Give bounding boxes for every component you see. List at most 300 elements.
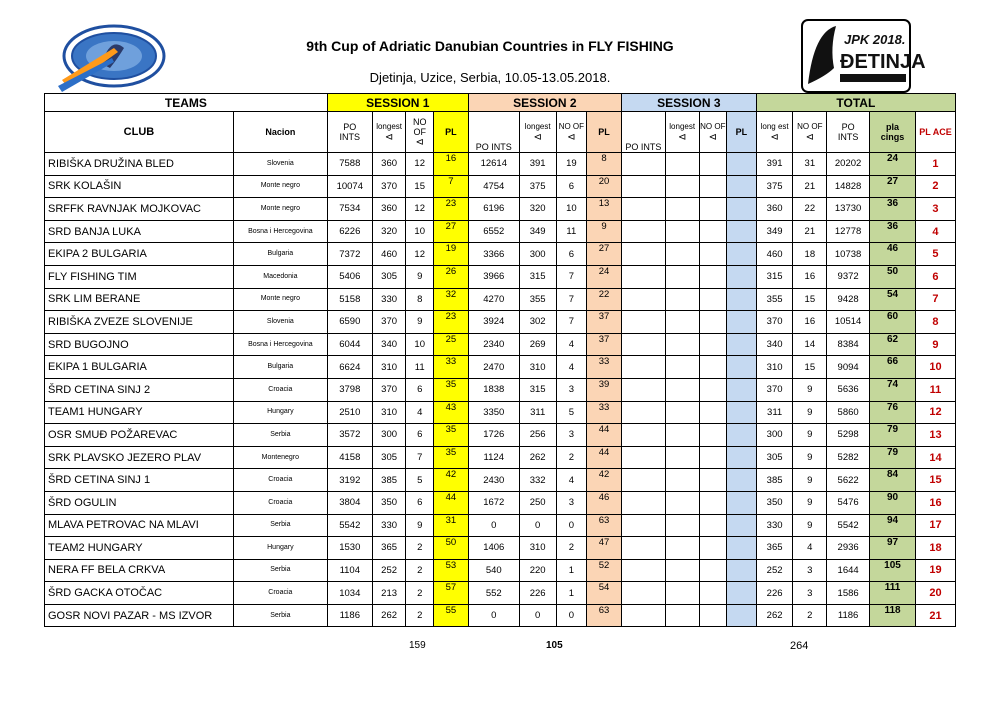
placings-cell: 97 [870, 537, 916, 560]
s1-longest-cell: 262 [372, 604, 406, 627]
total-points-cell: 9372 [827, 265, 870, 288]
s2-points-cell: 4754 [468, 175, 519, 198]
total-longest-cell: 355 [756, 288, 793, 311]
club-cell: SRD BUGOJNO [45, 333, 234, 356]
total-longest-cell: 391 [756, 153, 793, 176]
s2-count-cell: 6 [556, 243, 587, 266]
nation-cell: Serbia [233, 559, 327, 582]
s2-points-cell: 2430 [468, 469, 519, 492]
s3-count-cell [699, 514, 727, 537]
s2-placing-cell: 9 [587, 220, 622, 243]
table-row [45, 265, 956, 288]
total-longest-cell: 262 [756, 604, 793, 627]
s3-placing-cell [727, 288, 757, 311]
s3-points-cell [621, 559, 665, 582]
header-s2-longest: longest ⊲ [519, 112, 556, 153]
s3-points-cell [621, 604, 665, 627]
total-count-cell: 9 [793, 378, 827, 401]
total-count-cell: 16 [793, 311, 827, 334]
s3-points-cell [621, 220, 665, 243]
s2-count-cell: 4 [556, 333, 587, 356]
total-points-cell: 5542 [827, 514, 870, 537]
s2-points-cell: 3366 [468, 243, 519, 266]
s1-longest-cell: 320 [372, 220, 406, 243]
s3-points-cell [621, 446, 665, 469]
s3-count-cell [699, 469, 727, 492]
s2-points-cell: 0 [468, 604, 519, 627]
nation-cell: Serbia [233, 424, 327, 447]
s3-count-cell [699, 446, 727, 469]
club-cell: SRK PLAVSKO JEZERO PLAV [45, 446, 234, 469]
s1-placing-cell: 7 [434, 175, 469, 198]
place-cell: 3 [915, 198, 955, 221]
total-points-cell: 10738 [827, 243, 870, 266]
s1-longest-cell: 370 [372, 175, 406, 198]
total-count-cell: 9 [793, 491, 827, 514]
table-row [45, 288, 956, 311]
s3-placing-cell [727, 333, 757, 356]
fish-icon: ⊲ [770, 132, 779, 143]
s1-points-cell: 3192 [327, 469, 372, 492]
header-placings: pla cings [870, 112, 916, 153]
s1-count-cell: 2 [406, 604, 434, 627]
header-nacion: Nacion [233, 112, 327, 153]
s2-points-cell: 1124 [468, 446, 519, 469]
total-longest-cell: 300 [756, 424, 793, 447]
s1-points-cell: 5542 [327, 514, 372, 537]
total-count-cell: 9 [793, 401, 827, 424]
s3-points-cell [621, 491, 665, 514]
s2-longest-cell: 250 [519, 491, 556, 514]
s3-placing-cell [727, 311, 757, 334]
table-row [45, 243, 956, 266]
s2-placing-cell: 37 [587, 311, 622, 334]
s2-points-cell: 6196 [468, 198, 519, 221]
s2-longest-cell: 0 [519, 514, 556, 537]
fish-icon: ⊲ [567, 132, 576, 143]
nation-cell: Bosna i Hercegovina [233, 220, 327, 243]
s2-longest-cell: 375 [519, 175, 556, 198]
table-row [45, 582, 956, 605]
nation-cell: Bosna i Hercegovina [233, 333, 327, 356]
s1-placing-cell: 43 [434, 401, 469, 424]
total-points-cell: 1644 [827, 559, 870, 582]
table-row [45, 153, 956, 176]
table-row [45, 356, 956, 379]
s3-count-cell [699, 582, 727, 605]
s1-points-cell: 4158 [327, 446, 372, 469]
header-s3-longest: longest ⊲ [665, 112, 699, 153]
club-cell: TEAM2 HUNGARY [45, 537, 234, 560]
s1-placing-cell: 33 [434, 356, 469, 379]
placings-cell: 76 [870, 401, 916, 424]
total-points-cell: 5282 [827, 446, 870, 469]
total-points-cell: 2936 [827, 537, 870, 560]
club-cell: SRK LIM BERANE [45, 288, 234, 311]
s2-count-cell: 3 [556, 378, 587, 401]
s1-points-cell: 7372 [327, 243, 372, 266]
header-session2: SESSION 2 [468, 94, 621, 112]
s2-longest-cell: 300 [519, 243, 556, 266]
total-points-cell: 9428 [827, 288, 870, 311]
table-row [45, 469, 956, 492]
s2-points-cell: 4270 [468, 288, 519, 311]
total-longest-cell: 305 [756, 446, 793, 469]
club-cell: ŠRD OGULIN [45, 491, 234, 514]
total-count-cell: 15 [793, 288, 827, 311]
club-cell: ŠRD GACKA OTOČAC [45, 582, 234, 605]
table-row [45, 514, 956, 537]
header-place: PL ACE [915, 112, 955, 153]
s2-points-cell: 1726 [468, 424, 519, 447]
s1-count-cell: 8 [406, 288, 434, 311]
s2-placing-cell: 39 [587, 378, 622, 401]
placings-cell: 36 [870, 198, 916, 221]
s1-longest-cell: 305 [372, 265, 406, 288]
event-logo [800, 18, 926, 94]
s2-placing-cell: 63 [587, 604, 622, 627]
s1-points-cell: 3572 [327, 424, 372, 447]
placings-cell: 84 [870, 469, 916, 492]
s2-count-cell: 7 [556, 265, 587, 288]
nation-cell: Hungary [233, 401, 327, 424]
session1-total-count: 159 [409, 640, 426, 651]
nation-cell: Monte negro [233, 175, 327, 198]
total-count-cell: 3 [793, 559, 827, 582]
table-row [45, 446, 956, 469]
header-s3-no-of: NO OF ⊲ [699, 112, 727, 153]
s3-count-cell [699, 243, 727, 266]
s3-count-cell [699, 288, 727, 311]
club-cell: FLY FISHING TIM [45, 265, 234, 288]
header-session1: SESSION 1 [327, 94, 468, 112]
place-cell: 9 [915, 333, 955, 356]
header-s2-pl: PL [587, 112, 622, 153]
s2-placing-cell: 44 [587, 446, 622, 469]
s2-count-cell: 1 [556, 582, 587, 605]
s1-placing-cell: 32 [434, 288, 469, 311]
s1-placing-cell: 23 [434, 311, 469, 334]
s2-longest-cell: 349 [519, 220, 556, 243]
club-cell: OSR SMUĐ POŽAREVAC [45, 424, 234, 447]
s1-count-cell: 2 [406, 559, 434, 582]
s3-placing-cell [727, 424, 757, 447]
s1-placing-cell: 25 [434, 333, 469, 356]
table-row [45, 378, 956, 401]
total-points-cell: 20202 [827, 153, 870, 176]
s3-placing-cell [727, 378, 757, 401]
s1-placing-cell: 35 [434, 424, 469, 447]
s2-points-cell: 2470 [468, 356, 519, 379]
club-cell: EKIPA 2 BULGARIA [45, 243, 234, 266]
s1-points-cell: 2510 [327, 401, 372, 424]
total-points-cell: 9094 [827, 356, 870, 379]
total-points-cell: 13730 [827, 198, 870, 221]
s3-points-cell [621, 198, 665, 221]
s2-points-cell: 2340 [468, 333, 519, 356]
s3-placing-cell [727, 401, 757, 424]
s1-points-cell: 7588 [327, 153, 372, 176]
s1-longest-cell: 370 [372, 311, 406, 334]
grand-total-count: 264 [790, 640, 809, 652]
placings-cell: 74 [870, 378, 916, 401]
total-longest-cell: 340 [756, 333, 793, 356]
s2-placing-cell: 24 [587, 265, 622, 288]
nation-cell: Monte negro [233, 288, 327, 311]
s1-longest-cell: 305 [372, 446, 406, 469]
place-cell: 14 [915, 446, 955, 469]
s1-count-cell: 7 [406, 446, 434, 469]
s1-count-cell: 9 [406, 311, 434, 334]
place-cell: 6 [915, 265, 955, 288]
s2-placing-cell: 44 [587, 424, 622, 447]
nation-cell: Serbia [233, 604, 327, 627]
total-points-cell: 1586 [827, 582, 870, 605]
s2-count-cell: 11 [556, 220, 587, 243]
s3-longest-cell [665, 401, 699, 424]
header-total-longest: long est ⊲ [756, 112, 793, 153]
total-longest-cell: 252 [756, 559, 793, 582]
s2-placing-cell: 47 [587, 537, 622, 560]
s3-points-cell [621, 175, 665, 198]
club-cell: ŠRD CETINA SINJ 1 [45, 469, 234, 492]
nation-cell: Hungary [233, 537, 327, 560]
s1-placing-cell: 23 [434, 198, 469, 221]
placings-cell: 50 [870, 265, 916, 288]
s2-points-cell: 3924 [468, 311, 519, 334]
total-longest-cell: 349 [756, 220, 793, 243]
federation-logo [52, 18, 172, 96]
nation-cell: Macedonia [233, 265, 327, 288]
table-row [45, 537, 956, 560]
s1-points-cell: 6044 [327, 333, 372, 356]
header-s2-no-of: NO OF ⊲ [556, 112, 587, 153]
total-longest-cell: 385 [756, 469, 793, 492]
s2-count-cell: 5 [556, 401, 587, 424]
s1-count-cell: 15 [406, 175, 434, 198]
s3-longest-cell [665, 424, 699, 447]
s2-count-cell: 6 [556, 175, 587, 198]
s1-longest-cell: 360 [372, 153, 406, 176]
total-points-cell: 8384 [827, 333, 870, 356]
s1-longest-cell: 365 [372, 537, 406, 560]
s3-placing-cell [727, 446, 757, 469]
s2-longest-cell: 310 [519, 537, 556, 560]
header-session3: SESSION 3 [621, 94, 756, 112]
s3-count-cell [699, 220, 727, 243]
place-cell: 1 [915, 153, 955, 176]
placings-cell: 60 [870, 311, 916, 334]
table-row [45, 424, 956, 447]
page-title: 9th Cup of Adriatic Danubian Countries in FLY FISHING [306, 38, 674, 54]
total-count-cell: 15 [793, 356, 827, 379]
table-row [45, 311, 956, 334]
s1-longest-cell: 310 [372, 401, 406, 424]
s3-count-cell [699, 378, 727, 401]
table-row [45, 491, 956, 514]
fish-icon: ⊲ [415, 136, 424, 148]
s2-count-cell: 2 [556, 537, 587, 560]
s2-points-cell: 1838 [468, 378, 519, 401]
total-points-cell: 14828 [827, 175, 870, 198]
table-row [45, 333, 956, 356]
s1-placing-cell: 19 [434, 243, 469, 266]
club-cell: SRK KOLAŠIN [45, 175, 234, 198]
s1-placing-cell: 26 [434, 265, 469, 288]
s2-placing-cell: 54 [587, 582, 622, 605]
s3-count-cell [699, 604, 727, 627]
s2-count-cell: 0 [556, 604, 587, 627]
placings-cell: 111 [870, 582, 916, 605]
place-cell: 18 [915, 537, 955, 560]
placings-cell: 66 [870, 356, 916, 379]
placings-cell: 24 [870, 153, 916, 176]
s2-count-cell: 7 [556, 311, 587, 334]
s1-placing-cell: 16 [434, 153, 469, 176]
place-cell: 20 [915, 582, 955, 605]
s1-points-cell: 1186 [327, 604, 372, 627]
header-s3-pl: PL [727, 112, 757, 153]
s2-longest-cell: 332 [519, 469, 556, 492]
s3-longest-cell [665, 514, 699, 537]
s2-longest-cell: 310 [519, 356, 556, 379]
s3-placing-cell [727, 582, 757, 605]
fish-icon: ⊲ [708, 132, 717, 143]
table-row [45, 220, 956, 243]
total-longest-cell: 310 [756, 356, 793, 379]
s3-placing-cell [727, 220, 757, 243]
s2-placing-cell: 8 [587, 153, 622, 176]
s2-points-cell: 1672 [468, 491, 519, 514]
club-cell: NERA FF BELA CRKVA [45, 559, 234, 582]
total-points-cell: 5622 [827, 469, 870, 492]
s1-points-cell: 6590 [327, 311, 372, 334]
s1-longest-cell: 460 [372, 243, 406, 266]
placings-cell: 27 [870, 175, 916, 198]
page-subtitle: Djetinja, Uzice, Serbia, 10.05-13.05.2018. [369, 70, 611, 85]
s1-placing-cell: 35 [434, 446, 469, 469]
total-count-cell: 2 [793, 604, 827, 627]
s3-longest-cell [665, 491, 699, 514]
s1-longest-cell: 252 [372, 559, 406, 582]
s3-longest-cell [665, 288, 699, 311]
s3-placing-cell [727, 175, 757, 198]
s1-count-cell: 6 [406, 378, 434, 401]
s1-longest-cell: 310 [372, 356, 406, 379]
club-cell: SRD BANJA LUKA [45, 220, 234, 243]
s3-placing-cell [727, 514, 757, 537]
s2-longest-cell: 302 [519, 311, 556, 334]
header-total-points: PO INTS [827, 112, 870, 153]
total-longest-cell: 375 [756, 175, 793, 198]
s2-placing-cell: 52 [587, 559, 622, 582]
s3-points-cell [621, 153, 665, 176]
s3-longest-cell [665, 537, 699, 560]
s3-count-cell [699, 265, 727, 288]
place-cell: 5 [915, 243, 955, 266]
s2-points-cell: 12614 [468, 153, 519, 176]
s2-longest-cell: 315 [519, 265, 556, 288]
s3-longest-cell [665, 378, 699, 401]
place-cell: 7 [915, 288, 955, 311]
s3-longest-cell [665, 311, 699, 334]
nation-cell: Bulgaria [233, 356, 327, 379]
s3-longest-cell [665, 333, 699, 356]
s3-placing-cell [727, 491, 757, 514]
s2-count-cell: 10 [556, 198, 587, 221]
nation-cell: Bulgaria [233, 243, 327, 266]
header-s1-longest: longest ⊲ [372, 112, 406, 153]
s2-count-cell: 1 [556, 559, 587, 582]
total-longest-cell: 350 [756, 491, 793, 514]
place-cell: 17 [915, 514, 955, 537]
s1-placing-cell: 55 [434, 604, 469, 627]
s3-points-cell [621, 514, 665, 537]
s3-placing-cell [727, 356, 757, 379]
placings-cell: 94 [870, 514, 916, 537]
s3-points-cell [621, 424, 665, 447]
total-longest-cell: 315 [756, 265, 793, 288]
s3-longest-cell [665, 469, 699, 492]
s1-longest-cell: 350 [372, 491, 406, 514]
placings-cell: 118 [870, 604, 916, 627]
s1-points-cell: 3804 [327, 491, 372, 514]
s2-placing-cell: 33 [587, 401, 622, 424]
place-cell: 13 [915, 424, 955, 447]
fish-icon: ⊲ [533, 132, 542, 143]
total-count-cell: 3 [793, 582, 827, 605]
s1-count-cell: 5 [406, 469, 434, 492]
s2-longest-cell: 391 [519, 153, 556, 176]
place-cell: 2 [915, 175, 955, 198]
place-cell: 21 [915, 604, 955, 627]
header-total: TOTAL [756, 94, 955, 112]
s1-placing-cell: 50 [434, 537, 469, 560]
s3-count-cell [699, 153, 727, 176]
s3-count-cell [699, 356, 727, 379]
s3-count-cell [699, 559, 727, 582]
club-cell: RIBIŠKA ZVEZE SLOVENIJE [45, 311, 234, 334]
s3-points-cell [621, 243, 665, 266]
s3-longest-cell [665, 446, 699, 469]
s2-placing-cell: 42 [587, 469, 622, 492]
s3-count-cell [699, 424, 727, 447]
s1-points-cell: 10074 [327, 175, 372, 198]
header-club: CLUB [45, 112, 234, 153]
s2-count-cell: 19 [556, 153, 587, 176]
session2-total-count: 105 [546, 640, 563, 651]
nation-cell: Monte negro [233, 198, 327, 221]
s3-longest-cell [665, 243, 699, 266]
s3-longest-cell [665, 356, 699, 379]
total-longest-cell: 370 [756, 311, 793, 334]
s2-longest-cell: 220 [519, 559, 556, 582]
s2-longest-cell: 262 [519, 446, 556, 469]
s2-longest-cell: 256 [519, 424, 556, 447]
s3-count-cell [699, 491, 727, 514]
s3-count-cell [699, 311, 727, 334]
s3-points-cell [621, 378, 665, 401]
s1-count-cell: 2 [406, 537, 434, 560]
placings-cell: 79 [870, 446, 916, 469]
s2-points-cell: 0 [468, 514, 519, 537]
table-row [45, 175, 956, 198]
s1-points-cell: 3798 [327, 378, 372, 401]
s2-points-cell: 6552 [468, 220, 519, 243]
placings-cell: 79 [870, 424, 916, 447]
s3-placing-cell [727, 198, 757, 221]
total-points-cell: 5298 [827, 424, 870, 447]
